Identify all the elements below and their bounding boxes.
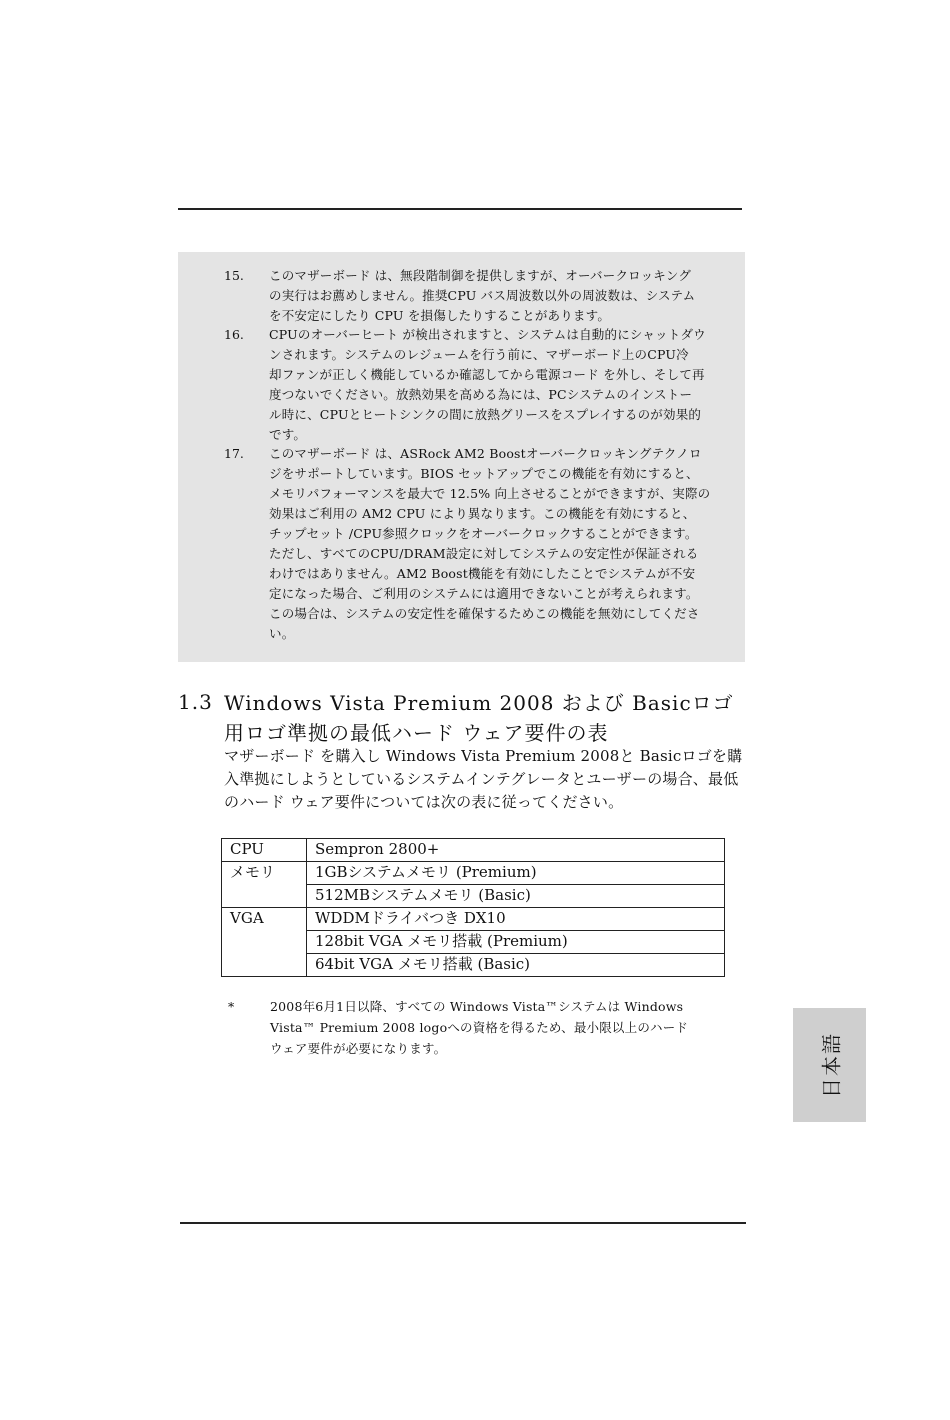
intro-line: 入準拠にしようとしているシステムインテグレータとユーザーの場合、最低 [224,770,739,788]
note-line: CPUのオーバーヒート が検出されますと、システムは自動的にシャットダウ [269,327,706,342]
section-title [224,688,734,748]
note-body [269,325,745,445]
language-label: 日本語 [819,1032,843,1098]
top-rule [178,208,742,210]
memory-value: 1GBシステムメモリ (Premium) [307,862,725,885]
vga-label: VGA [222,908,307,977]
note-body [269,444,745,644]
requirements-table [221,838,725,977]
footnote-body [270,996,688,1059]
note-line: わけではありません。AM2 Boost機能を有効にしたことでシステムが不安 [269,566,696,581]
section-number: 1.3 [178,690,213,714]
note-line: 却ファンが正しく機能しているか確認してから電源コード を外し、そして再 [269,367,705,382]
note-line: ただし、すべてのCPU/DRAM設定に対してシステムの安定性が保証される [269,546,699,561]
vga-value: 64bit VGA メモリ搭載 (Basic) [307,954,725,977]
bottom-rule [180,1222,746,1224]
cpu-value: Sempron 2800+ [307,839,725,862]
section-title-line: Windows Vista Premium 2008 および Basicロゴ [224,691,734,715]
footnote-line: Vista™ Premium 2008 logoへの資格を得るため、最小限以上のハード [270,1020,689,1035]
note-line: この場合は、システムの安定性を確保するためこの機能を無効にしてくださ [269,606,700,621]
note-line: い。 [269,626,295,641]
note-line: ンされます。システムのレジュームを行う前に、マザーボード上のCPU冷 [269,347,689,362]
note-body [269,266,745,326]
vga-value: WDDMドライバつき DX10 [307,908,725,931]
note-line: です。 [269,427,307,442]
note-line: このマザーボード は、無段階制御を提供しますが、オーバークロッキング [269,268,692,283]
note-line: チップセット /CPU参照クロックをオーバークロックすることができます。 [269,526,698,541]
language-side-tab [793,1008,866,1122]
footnote-mark: * [228,999,235,1014]
note-number: 17. [224,446,244,461]
footnote-line: ウェア要件が必要になります。 [270,1041,447,1056]
note-number: 15. [224,268,244,283]
intro-line: マザーボード を購入し Windows Vista Premium 2008と Basicロゴを購 [224,747,743,765]
memory-label: メモリ [222,862,307,908]
vga-value: 128bit VGA メモリ搭載 (Premium) [307,931,725,954]
intro-line: のハード ウェア要件については次の表に従ってください。 [224,793,624,811]
note-line: このマザーボード は、ASRock AM2 Boostオーバークロッキングテクノロ [269,446,702,461]
table-row [222,862,725,885]
note-number: 16. [224,327,244,342]
note-line: 度つないでください。放熱効果を高める為には、PCシステムのインストー [269,387,693,402]
note-line: 効果はご利用の AM2 CPU により異なります。この機能を有効にすると、 [269,506,696,521]
section-title-line: 用ロゴ準拠の最低ハード ウェア要件の表 [224,721,609,745]
notes-box [178,252,745,662]
cpu-label: CPU [222,839,307,862]
note-line: を不安定にしたり CPU を損傷したりすることがあります。 [269,308,611,323]
note-line: ル時に、CPUとヒートシンクの間に放熱グリースをスプレイするのが効果的 [269,407,702,422]
note-line: メモリパフォーマンスを最大で 12.5% 向上させることができますが、実際の [269,486,711,501]
table-row [222,908,725,931]
note-line: の実行はお薦めしません。推奨CPU バス周波数以外の周波数は、システム [269,288,696,303]
table-row [222,839,725,862]
intro-paragraph [224,745,749,814]
note-line: ジをサポートしています。BIOS セットアップでこの機能を有効にすると、 [269,466,699,481]
note-line: 定になった場合、ご利用のシステムには適用できないことが考えられます。 [269,586,699,601]
memory-value: 512MBシステムメモリ (Basic) [307,885,725,908]
footnote-line: 2008年6月1日以降、すべての Windows Vista™システムは Windows [270,999,684,1014]
